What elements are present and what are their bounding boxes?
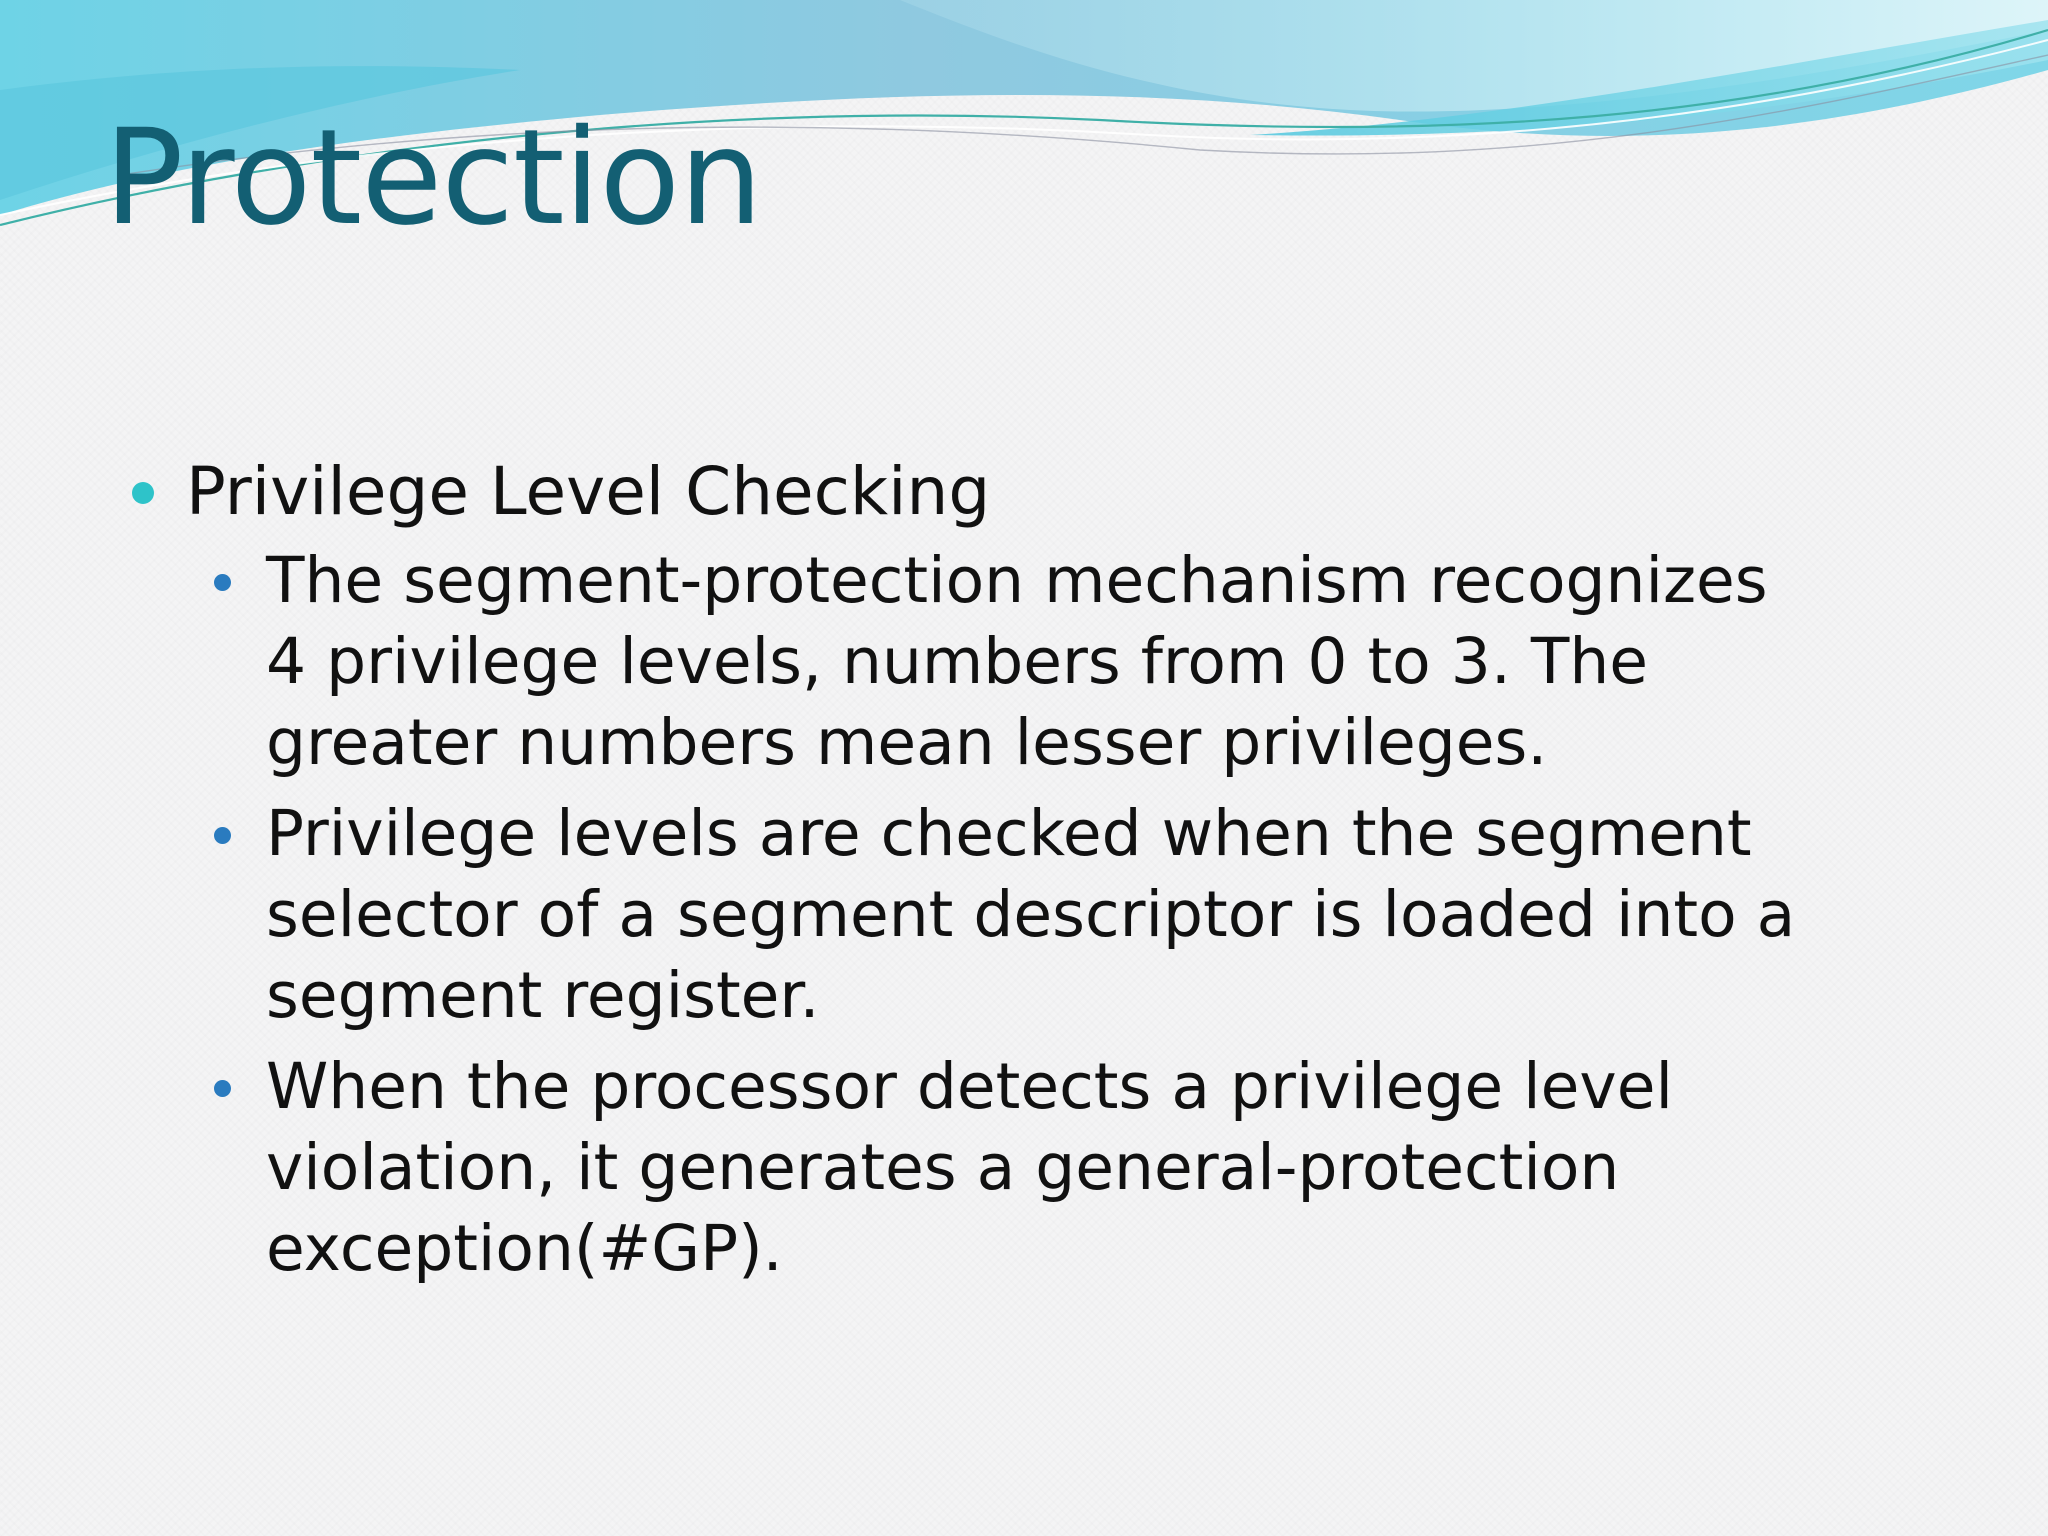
bullet-dot-icon: [214, 827, 231, 844]
sub-bullet: [266, 793, 1826, 1036]
sub-bullet-text: When the processor detects a privilege level violation, it generates a general-protection exception(#GP).: [266, 1050, 1673, 1285]
bullet-dot-icon: [132, 482, 154, 504]
slide-title: Protection: [104, 101, 762, 255]
bullet-dot-icon: [214, 574, 231, 591]
sub-bullet-text: Privilege levels are checked when the segment selector of a segment descriptor is loaded into a segment register.: [266, 797, 1796, 1032]
sub-bullet: [266, 540, 1826, 783]
bullet-level1: [128, 450, 1848, 534]
sub-bullet-text: The segment-protection mechanism recognizes 4 privilege levels, numbers from 0 to 3. The greater numbers mean lesser privileges.: [266, 544, 1768, 779]
bullet-text: Privilege Level Checking: [186, 453, 991, 530]
sub-bullet: [266, 1046, 1826, 1289]
bullet-dot-icon: [214, 1080, 231, 1097]
slide-content: [128, 450, 1848, 1299]
